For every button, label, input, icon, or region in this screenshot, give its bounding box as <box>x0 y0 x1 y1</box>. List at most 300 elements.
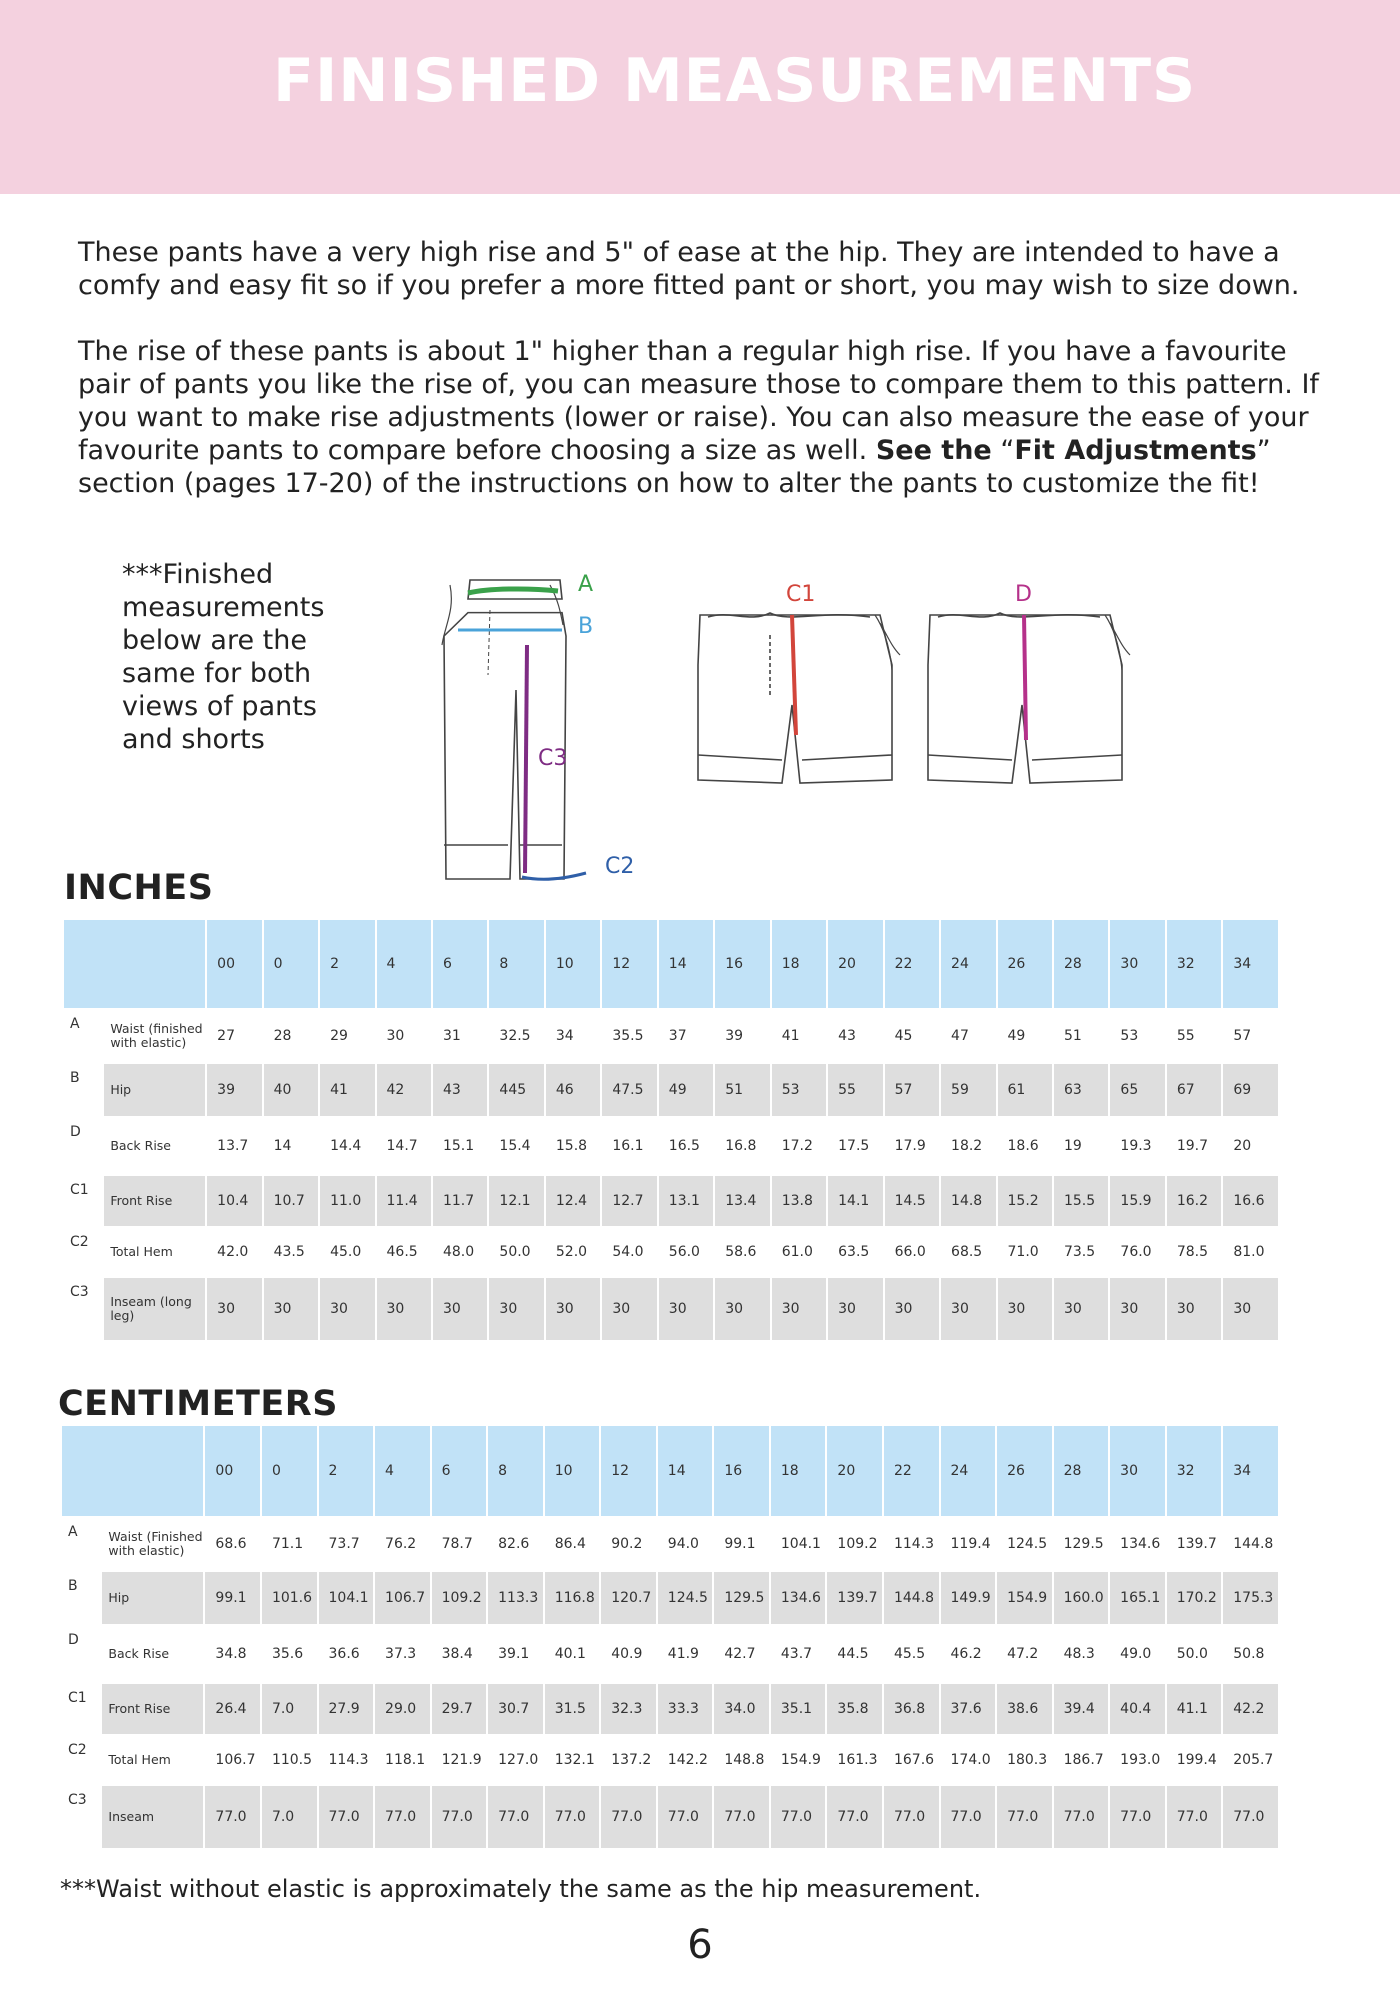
measurement-cell: 30 <box>320 1278 374 1340</box>
intro-paragraph-1: These pants have a very high rise and 5" of ease at the hip. They are intended to have a comfy and easy fit so if you prefer a more fitted pant or short, you may wish to size down. <box>78 237 1300 301</box>
back-rise-line-d <box>1024 615 1026 740</box>
label-a: A <box>578 572 594 597</box>
measurement-cell: 63 <box>1054 1064 1108 1116</box>
long-pants-illustration <box>442 580 566 879</box>
measurement-cell: 124.5 <box>658 1572 713 1624</box>
measurement-cell: 77.0 <box>432 1786 487 1848</box>
measurement-cell: 34.0 <box>714 1684 769 1734</box>
measurement-cell: 35.6 <box>262 1626 317 1682</box>
page-title: FINISHED MEASUREMENTS <box>273 46 1197 116</box>
measurement-cell: 37.3 <box>375 1626 430 1682</box>
measurement-cell: 20 <box>1223 1118 1278 1174</box>
measurement-cell: 78.5 <box>1167 1228 1221 1276</box>
measurement-cell: 77.0 <box>319 1786 374 1848</box>
measurement-cell: 114.3 <box>319 1736 374 1784</box>
measurement-cell: 73.7 <box>319 1518 374 1570</box>
measurement-cell: 30 <box>207 1278 261 1340</box>
table-row <box>62 1518 1278 1570</box>
measurement-cell: 48.3 <box>1054 1626 1109 1682</box>
centimeters-heading: CENTIMETERS <box>58 1384 338 1424</box>
measurement-cell: 13.1 <box>659 1176 713 1226</box>
size-header-cell: 26 <box>997 1426 1052 1516</box>
measurement-cell: 29.7 <box>432 1684 487 1734</box>
size-header-cell: 30 <box>1110 1426 1165 1516</box>
measurement-cell: 14.8 <box>941 1176 995 1226</box>
measurement-cell: 46.5 <box>377 1228 431 1276</box>
measurement-cell: 120.7 <box>601 1572 656 1624</box>
measurement-cell: 19.7 <box>1167 1118 1221 1174</box>
measurement-cell: 148.8 <box>714 1736 769 1784</box>
measurement-cell: 37 <box>659 1010 713 1062</box>
measurement-cell: 51 <box>1054 1010 1108 1062</box>
measurement-cell: 16.6 <box>1223 1176 1278 1226</box>
measurement-cell: 15.2 <box>998 1176 1052 1226</box>
measurement-cell: 50.0 <box>489 1228 543 1276</box>
intro-paragraph-2 <box>78 335 1328 500</box>
table-row <box>64 1064 1278 1116</box>
measurement-cell: 13.8 <box>772 1176 826 1226</box>
measurement-cell: 77.0 <box>601 1786 656 1848</box>
measurement-cell: 77.0 <box>1054 1786 1109 1848</box>
measurement-cell: 35.5 <box>602 1010 656 1062</box>
measurement-cell: 30 <box>1223 1278 1278 1340</box>
size-header-cell: 26 <box>998 920 1052 1008</box>
row-label: Waist (Finished with elastic) <box>102 1518 203 1570</box>
measurement-cell: 10.4 <box>207 1176 261 1226</box>
measurement-cell: 134.6 <box>771 1572 826 1624</box>
measurement-cell: 14.5 <box>885 1176 939 1226</box>
measurement-cell: 41.1 <box>1167 1684 1222 1734</box>
measurement-cell: 54.0 <box>602 1228 656 1276</box>
measurement-cell: 48.0 <box>433 1228 487 1276</box>
row-letter: C3 <box>62 1786 100 1848</box>
measurement-cell: 445 <box>489 1064 543 1116</box>
label-c2: C2 <box>605 854 635 879</box>
footnote: ***Waist without elastic is approximately the same as the hip measurement. <box>60 1875 982 1903</box>
measurement-cell: 39 <box>715 1010 769 1062</box>
measurement-cell: 39.1 <box>488 1626 543 1682</box>
measurement-cell: 16.1 <box>602 1118 656 1174</box>
row-label: Front Rise <box>102 1684 203 1734</box>
size-header-cell: 10 <box>545 1426 600 1516</box>
measurement-cell: 139.7 <box>827 1572 882 1624</box>
measurement-cell: 14 <box>264 1118 318 1174</box>
measurement-cell: 38.4 <box>432 1626 487 1682</box>
measurement-cell: 41 <box>320 1064 374 1116</box>
measurement-cell: 49 <box>998 1010 1052 1062</box>
measurement-cell: 167.6 <box>884 1736 939 1784</box>
measurement-cell: 30 <box>941 1278 995 1340</box>
table-row <box>62 1572 1278 1624</box>
row-label: Front Rise <box>104 1176 205 1226</box>
measurement-cell: 10.7 <box>264 1176 318 1226</box>
measurement-cell: 30 <box>377 1278 431 1340</box>
measurement-cell: 109.2 <box>827 1518 882 1570</box>
measurement-cell: 15.5 <box>1054 1176 1108 1226</box>
measurement-cell: 30 <box>602 1278 656 1340</box>
size-header-cell: 22 <box>885 920 939 1008</box>
measurement-cell: 40.9 <box>601 1626 656 1682</box>
measurement-cell: 30 <box>489 1278 543 1340</box>
measurement-cell: 199.4 <box>1167 1736 1222 1784</box>
row-letter: B <box>62 1572 100 1624</box>
measurement-cell: 43 <box>433 1064 487 1116</box>
measurement-cell: 14.4 <box>320 1118 374 1174</box>
measurement-cell: 50.8 <box>1223 1626 1278 1682</box>
measurement-cell: 144.8 <box>1223 1518 1278 1570</box>
measurement-cell: 30 <box>772 1278 826 1340</box>
size-header-cell: 32 <box>1167 1426 1222 1516</box>
measurement-cell: 165.1 <box>1110 1572 1165 1624</box>
label-d: D <box>1015 582 1032 607</box>
measurement-cell: 32.3 <box>601 1684 656 1734</box>
measurement-cell: 99.1 <box>205 1572 260 1624</box>
size-header-cell: 12 <box>601 1426 656 1516</box>
row-letter: D <box>62 1626 100 1682</box>
size-header-cell: 28 <box>1054 920 1108 1008</box>
measurement-cell: 77.0 <box>375 1786 430 1848</box>
table-row <box>64 1228 1278 1276</box>
measurement-cell: 124.5 <box>997 1518 1052 1570</box>
row-letter: B <box>64 1064 102 1116</box>
size-header-row <box>64 920 1278 1008</box>
measurement-cell: 11.4 <box>377 1176 431 1226</box>
size-header-cell: 34 <box>1223 920 1278 1008</box>
measurement-cell: 144.8 <box>884 1572 939 1624</box>
intro-p2-text: The rise of these pants is about 1" higher than a regular high rise. If you have a favourite pair of pants you like the rise of, you can measure those to compare them to this pattern. If you want to make rise adjustments (lower or raise). You can also measure the ease of your favourite pants to compare before choosing a size as well. <box>78 336 1319 466</box>
measurement-cell: 27 <box>207 1010 261 1062</box>
measurement-cell: 12.7 <box>602 1176 656 1226</box>
size-header-cell: 6 <box>432 1426 487 1516</box>
measurement-cell: 44.5 <box>827 1626 882 1682</box>
measurement-cell: 15.8 <box>546 1118 600 1174</box>
measurement-cell: 77.0 <box>997 1786 1052 1848</box>
measurement-cell: 45.5 <box>884 1626 939 1682</box>
measurement-cell: 49.0 <box>1110 1626 1165 1682</box>
measurement-cell: 90.2 <box>601 1518 656 1570</box>
measurement-cell: 39.4 <box>1054 1684 1109 1734</box>
page-number: 6 <box>687 1922 713 1968</box>
measurement-cell: 134.6 <box>1110 1518 1165 1570</box>
size-header-row <box>62 1426 1278 1516</box>
measurement-cell: 47 <box>941 1010 995 1062</box>
measurement-cell: 7.0 <box>262 1684 317 1734</box>
label-c3: C3 <box>538 746 568 771</box>
measurement-cell: 127.0 <box>488 1736 543 1784</box>
size-header-cell: 10 <box>546 920 600 1008</box>
size-header-cell: 2 <box>319 1426 374 1516</box>
measurement-cell: 36.6 <box>319 1626 374 1682</box>
measurement-cell: 42.0 <box>207 1228 261 1276</box>
row-letter: C3 <box>64 1278 102 1340</box>
measurement-cell: 104.1 <box>771 1518 826 1570</box>
measurement-cell: 65 <box>1110 1064 1164 1116</box>
measurement-cell: 77.0 <box>488 1786 543 1848</box>
intro-p2-end: ” section (pages 17-20) of the instructions on how to alter the pants to customize the fit! <box>78 435 1271 499</box>
label-c1: C1 <box>786 582 816 607</box>
measurement-cell: 27.9 <box>319 1684 374 1734</box>
measurement-cell: 174.0 <box>941 1736 996 1784</box>
measurement-cell: 142.2 <box>658 1736 713 1784</box>
inches-table <box>62 918 1280 1342</box>
measurement-cell: 106.7 <box>205 1736 260 1784</box>
measurement-cell: 50.0 <box>1167 1626 1222 1682</box>
measurement-cell: 58.6 <box>715 1228 769 1276</box>
measurement-cell: 11.0 <box>320 1176 374 1226</box>
measurement-cell: 51 <box>715 1064 769 1116</box>
measurement-cell: 30 <box>715 1278 769 1340</box>
measurement-cell: 73.5 <box>1054 1228 1108 1276</box>
row-label: Back Rise <box>102 1626 203 1682</box>
measurement-cell: 77.0 <box>941 1786 996 1848</box>
measurement-cell: 77.0 <box>714 1786 769 1848</box>
measurement-cell: 29 <box>320 1010 374 1062</box>
row-label: Total Hem <box>102 1736 203 1784</box>
measurement-cell: 119.4 <box>941 1518 996 1570</box>
row-label: Total Hem <box>104 1228 205 1276</box>
measurement-cell: 86.4 <box>545 1518 600 1570</box>
measurement-cell: 77.0 <box>658 1786 713 1848</box>
measurement-cell: 53 <box>772 1064 826 1116</box>
size-header-cell: 4 <box>375 1426 430 1516</box>
measurement-cell: 30 <box>264 1278 318 1340</box>
measurement-cell: 16.2 <box>1167 1176 1221 1226</box>
size-header-cell: 0 <box>262 1426 317 1516</box>
intro-text <box>78 236 1328 533</box>
size-header-cell: 8 <box>488 1426 543 1516</box>
inseam-line-c3 <box>525 645 527 873</box>
size-header-cell: 24 <box>941 1426 996 1516</box>
size-header-cell: 18 <box>771 1426 826 1516</box>
measurement-cell: 71.1 <box>262 1518 317 1570</box>
label-b: B <box>578 614 594 639</box>
row-letter: C2 <box>62 1736 100 1784</box>
measurement-cell: 175.3 <box>1223 1572 1278 1624</box>
measurement-cell: 77.0 <box>545 1786 600 1848</box>
measurement-cell: 69 <box>1223 1064 1278 1116</box>
measurement-cell: 161.3 <box>827 1736 882 1784</box>
table-row <box>64 1176 1278 1226</box>
size-header-cell: 0 <box>264 920 318 1008</box>
measurement-cell: 113.3 <box>488 1572 543 1624</box>
measurement-cell: 19.3 <box>1110 1118 1164 1174</box>
measurement-cell: 42 <box>377 1064 431 1116</box>
centimeters-table <box>60 1424 1280 1850</box>
measurement-cell: 61.0 <box>772 1228 826 1276</box>
measurement-cell: 42.7 <box>714 1626 769 1682</box>
measurement-cell: 186.7 <box>1054 1736 1109 1784</box>
header-blank-cell <box>64 920 205 1008</box>
measurement-cell: 30 <box>546 1278 600 1340</box>
finished-measurements-note: ***Finished measurements below are the same for both views of pants and shorts <box>122 559 325 755</box>
intro-p2-quote: “ <box>991 435 1015 466</box>
measurement-cell: 34 <box>546 1010 600 1062</box>
size-header-cell: 2 <box>320 920 374 1008</box>
measurement-cell: 42.2 <box>1223 1684 1278 1734</box>
measurement-cell: 52.0 <box>546 1228 600 1276</box>
measurement-cell: 56.0 <box>659 1228 713 1276</box>
measurement-cell: 45.0 <box>320 1228 374 1276</box>
size-header-cell: 18 <box>772 920 826 1008</box>
measurement-cell: 109.2 <box>432 1572 487 1624</box>
measurement-cell: 57 <box>1223 1010 1278 1062</box>
measurement-cell: 12.4 <box>546 1176 600 1226</box>
table-row <box>64 1278 1278 1340</box>
measurement-cell: 30 <box>885 1278 939 1340</box>
measurement-cell: 17.5 <box>828 1118 882 1174</box>
table-row <box>62 1684 1278 1734</box>
measurement-cell: 7.0 <box>262 1786 317 1848</box>
measurement-cell: 16.8 <box>715 1118 769 1174</box>
measurement-cell: 78.7 <box>432 1518 487 1570</box>
measurement-cell: 170.2 <box>1167 1572 1222 1624</box>
measurement-cell: 14.7 <box>377 1118 431 1174</box>
measurement-cell: 47.5 <box>602 1064 656 1116</box>
measurement-cell: 160.0 <box>1054 1572 1109 1624</box>
measurement-cell: 18.6 <box>998 1118 1052 1174</box>
measurement-cell: 30 <box>377 1010 431 1062</box>
row-label: Inseam (long leg) <box>104 1278 205 1340</box>
measurement-cell: 29.0 <box>375 1684 430 1734</box>
measurement-cell: 12.1 <box>489 1176 543 1226</box>
measurement-cell: 66.0 <box>885 1228 939 1276</box>
measurement-cell: 32.5 <box>489 1010 543 1062</box>
measurement-cell: 77.0 <box>1223 1786 1278 1848</box>
measurement-cell: 39 <box>207 1064 261 1116</box>
measurement-cell: 110.5 <box>262 1736 317 1784</box>
fit-adjustments-link-text: Fit Adjustments <box>1014 435 1257 466</box>
measurement-cell: 41 <box>772 1010 826 1062</box>
pants-diagram <box>430 555 1310 885</box>
measurement-cell: 30 <box>1167 1278 1221 1340</box>
measurement-cell: 17.2 <box>772 1118 826 1174</box>
measurement-cell: 34.8 <box>205 1626 260 1682</box>
measurement-cell: 40.1 <box>545 1626 600 1682</box>
measurement-cell: 43.7 <box>771 1626 826 1682</box>
size-header-cell: 20 <box>827 1426 882 1516</box>
table-row <box>62 1786 1278 1848</box>
size-header-cell: 00 <box>205 1426 260 1516</box>
table-row <box>64 1010 1278 1062</box>
measurement-cell: 82.6 <box>488 1518 543 1570</box>
measurement-cell: 57 <box>885 1064 939 1116</box>
measurement-cell: 77.0 <box>1167 1786 1222 1848</box>
size-header-cell: 14 <box>658 1426 713 1516</box>
measurement-cell: 61 <box>998 1064 1052 1116</box>
measurement-cell: 139.7 <box>1167 1518 1222 1570</box>
measurement-cell: 45 <box>885 1010 939 1062</box>
measurement-cell: 26.4 <box>205 1684 260 1734</box>
row-label: Hip <box>102 1572 203 1624</box>
measurement-cell: 28 <box>264 1010 318 1062</box>
measurement-cell: 30 <box>998 1278 1052 1340</box>
size-header-cell: 30 <box>1110 920 1164 1008</box>
measurement-cell: 99.1 <box>714 1518 769 1570</box>
measurement-cell: 77.0 <box>771 1786 826 1848</box>
measurement-cell: 37.6 <box>941 1684 996 1734</box>
measurement-cell: 30.7 <box>488 1684 543 1734</box>
measurement-cell: 101.6 <box>262 1572 317 1624</box>
measurement-cell: 13.4 <box>715 1176 769 1226</box>
measurement-cell: 30 <box>828 1278 882 1340</box>
row-letter: C2 <box>64 1228 102 1276</box>
measurement-cell: 49 <box>659 1064 713 1116</box>
measurement-cell: 63.5 <box>828 1228 882 1276</box>
measurement-cell: 35.1 <box>771 1684 826 1734</box>
table-row <box>62 1736 1278 1784</box>
row-letter: A <box>64 1010 102 1062</box>
measurement-cell: 41.9 <box>658 1626 713 1682</box>
measurement-cell: 77.0 <box>827 1786 882 1848</box>
measurement-cell: 35.8 <box>827 1684 882 1734</box>
measurement-cell: 68.5 <box>941 1228 995 1276</box>
measurement-cell: 116.8 <box>545 1572 600 1624</box>
row-letter: C1 <box>64 1176 102 1226</box>
measurement-cell: 137.2 <box>601 1736 656 1784</box>
back-shorts-illustration <box>928 613 1130 783</box>
size-header-cell: 6 <box>433 920 487 1008</box>
measurement-cell: 33.3 <box>658 1684 713 1734</box>
measurement-cell: 129.5 <box>714 1572 769 1624</box>
measurement-cell: 106.7 <box>375 1572 430 1624</box>
size-header-cell: 00 <box>207 920 261 1008</box>
intro-p2-bold-see: See the <box>875 435 992 466</box>
inches-heading: INCHES <box>64 868 214 908</box>
measurement-cell: 11.7 <box>433 1176 487 1226</box>
measurement-cell: 15.1 <box>433 1118 487 1174</box>
measurement-cell: 30 <box>1110 1278 1164 1340</box>
measurement-cell: 16.5 <box>659 1118 713 1174</box>
measurement-cell: 129.5 <box>1054 1518 1109 1570</box>
measurement-cell: 46 <box>546 1064 600 1116</box>
measurement-cell: 71.0 <box>998 1228 1052 1276</box>
measurement-cell: 118.1 <box>375 1736 430 1784</box>
measurement-cell: 193.0 <box>1110 1736 1165 1784</box>
measurement-cell: 46.2 <box>941 1626 996 1682</box>
measurement-cell: 43.5 <box>264 1228 318 1276</box>
measurement-cell: 55 <box>1167 1010 1221 1062</box>
measurement-cell: 77.0 <box>884 1786 939 1848</box>
measurement-cell: 77.0 <box>1110 1786 1165 1848</box>
measurement-cell: 104.1 <box>319 1572 374 1624</box>
measurement-cell: 43 <box>828 1010 882 1062</box>
measurement-cell: 31 <box>433 1010 487 1062</box>
size-header-cell: 28 <box>1054 1426 1109 1516</box>
row-label: Waist (finished with elastic) <box>104 1010 205 1062</box>
measurement-cell: 53 <box>1110 1010 1164 1062</box>
row-letter: A <box>62 1518 100 1570</box>
measurement-cell: 67 <box>1167 1064 1221 1116</box>
measurement-cell: 76.2 <box>375 1518 430 1570</box>
measurement-cell: 47.2 <box>997 1626 1052 1682</box>
measurement-cell: 205.7 <box>1223 1736 1278 1784</box>
measurement-cell: 81.0 <box>1223 1228 1278 1276</box>
measurement-cell: 17.9 <box>885 1118 939 1174</box>
row-letter: D <box>64 1118 102 1174</box>
measurement-cell: 15.9 <box>1110 1176 1164 1226</box>
size-header-cell: 16 <box>714 1426 769 1516</box>
measurement-cell: 40.4 <box>1110 1684 1165 1734</box>
measurement-cell: 31.5 <box>545 1684 600 1734</box>
measurement-cell: 114.3 <box>884 1518 939 1570</box>
row-label: Inseam <box>102 1786 203 1848</box>
size-header-cell: 12 <box>602 920 656 1008</box>
measurement-cell: 132.1 <box>545 1736 600 1784</box>
header-blank-cell <box>62 1426 203 1516</box>
measurement-cell: 40 <box>264 1064 318 1116</box>
measurement-cell: 36.8 <box>884 1684 939 1734</box>
measurement-cell: 76.0 <box>1110 1228 1164 1276</box>
